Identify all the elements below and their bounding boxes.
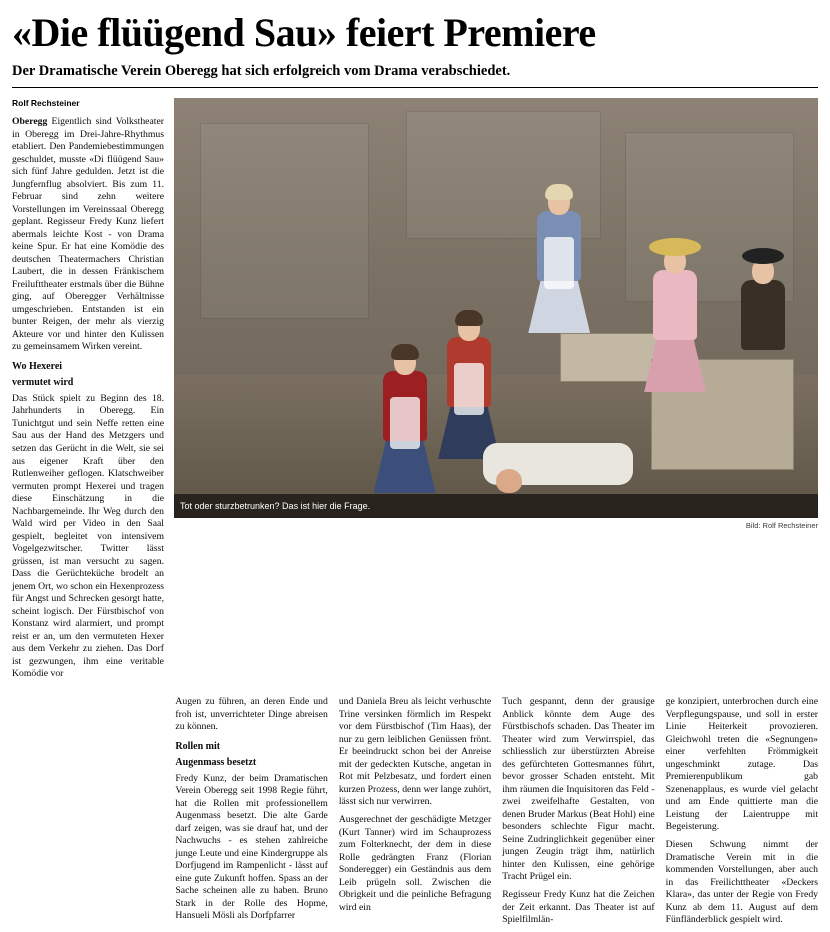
actor-figure (374, 349, 436, 493)
actor-figure (741, 258, 785, 350)
actor-head (394, 349, 416, 375)
actor-apron (454, 363, 484, 415)
article-subhead: Der Dramatische Verein Oberegg hat sich erfolgreich vom Drama verabschiedet. (12, 63, 511, 79)
paragraph: ge konzipiert, unterbrochen durch eine Verpflegungspause, und soll in erster Linie Heiterkeit provozieren. Gleichwohl treten die «Segnungen» einer verfehlten Frömmigkeit ungeschminkt zutage. Das Premierenpublikum gab Szenenapplaus, es wurde viel gelacht und am Ende quittierte man die Leistung der Laientruppe mit Begeisterung. (665, 696, 819, 833)
header-divider (12, 87, 818, 88)
column-2 (175, 696, 327, 932)
article-top-section (12, 98, 818, 686)
dateline: Oberegg (12, 116, 48, 128)
actor-head (496, 469, 522, 493)
wall-panel (200, 123, 369, 318)
lying-actor-head (496, 469, 522, 493)
column-4 (502, 696, 654, 932)
lead-section-paragraph: Das Stück spielt zu Beginn des 18. Jahrhunderts in Oberegg. Ein Tunichtgut und sein Neffe retten eine Sau aus der Hand des Metzgers und setzen das Gerücht in die Welt, sie sei aus eigener Kraft über den Rutlenweiher geflogen. Klatschweiber vermuten prompt Hexerei und tragen diese Einschätzung in die Nachbargemeinde. Ihr Weg durch den Wald wird per Video in den Saal gespielt, begleitet von intensivem Vogelgezwitscher. Twitter lässt grüssen, ist man versucht zu sagen. Dass die Gerüchteküche brodelt an jenem Ort, wo schon ein Hexenprozess für Angst und Schrecken gesorgt hatte, scheint logisch. Der Fürstbischof von Konstanz wird alarmiert, und prompt reist er an, um den vermuteten Hexer aus dem Verkehr zu ziehen. Das Dorf ist gezwungen, ihm eine veritable Komödie vor (12, 392, 164, 680)
stage-photo (174, 98, 818, 518)
article-columns (12, 696, 818, 932)
byline: Rolf Rechsteiner (12, 98, 80, 109)
actor-figure (528, 189, 590, 333)
actor-figure (438, 315, 500, 459)
section-heading-1-line-2: vermutet wird (12, 376, 74, 388)
column-1 (12, 696, 164, 932)
actor-apron (390, 397, 420, 449)
actor-torso (383, 371, 427, 441)
photo-caption: Tot oder sturzbetrunken? Das ist hier die Frage. (174, 494, 818, 518)
page-title: «Die flüügend Sau» feiert Premiere (12, 10, 596, 55)
column-3 (339, 696, 491, 932)
lead-column (12, 98, 164, 686)
section-heading-2-line-2: Augenmass besetzt (175, 756, 257, 768)
actor-head (458, 315, 480, 341)
paragraph: Augen zu führen, an deren Ende und froh ist, unverrichteter Dinge abreisen zu können. (175, 696, 328, 733)
paragraph: und Daniela Breu als leicht verhuschte Trine versinken förmlich im Respekt vor dem Fürstbischof (Tim Haas), der nur zu gern leiblichen Genüssen frönt. Er beeindruckt schon bei der Anreise mit der gedeckten Kutsche, angetan in Rot mit Pelzbesatz, und fordert einen kurzen Prozess, denn wer lange zuhört, lässt sich nur verwirren. (338, 696, 492, 808)
article-figure (174, 98, 818, 530)
actor-hair (455, 310, 483, 326)
straw-hat-icon (649, 238, 701, 256)
photo-credit: Bild: Rolf Rechsteiner (745, 521, 818, 531)
actor-hair (391, 344, 419, 360)
actor-torso (537, 211, 581, 281)
actor-torso (741, 280, 785, 350)
actor-apron (544, 237, 574, 289)
actor-figure (644, 248, 706, 392)
lead-paragraph: Eigentlich sind Volkstheater in Oberegg im Drei-Jahre-Rhythmus etabliert. Den Pandemiebestimmungen geschuldet, musste «Di flüügend Sau» sich fünf Jahre gedulden. Jetzt ist die Jungfernflug absolviert. Bis zum 11. Februar sind zehn weitere Vorstellungen im Vereinssaal Oberegg geplant. Regisseur Fredy Kunz liefert abermals leichte Kost - von Drama keine Spur. Er hat eine Komödie des deutschen Theatermachers Christian Laubert, die in dessen Fränkischem Freilufttheater erstmals über die Bühne ging, auf Oberegger Verhältnisse umgeschrieben. Entstanden ist ein bunter Reigen, der mehr als vierzig Akteure vor und hinter den Kulissen zu gemeinsamem Wirken vereint. (12, 116, 164, 353)
column-5 (666, 696, 818, 932)
actor-hair (545, 184, 573, 200)
actor-torso (653, 270, 697, 340)
actor-skirt (644, 334, 706, 392)
paragraph: Fredy Kunz, der beim Dramatischen Verein Oberegg seit 1998 Regie führt, hat die Rollen mit professionellem Augenmass besetzt. Die alte Garde darf zeigen, was sie drauf hat, und der Nachwuchs - es stehen zahlreiche junge Leute und eine Kindergruppe als Dorfjugend im Rampenlicht - lässt auf eine gute Zukunft hoffen. Spass an der Sache scheinen alle zu haben. Bruno Stark in der Rolle des Hopme, Hansueli Mösli als Dorfpfarrer (175, 772, 328, 922)
paragraph: Diesen Schwung nimmt der Dramatische Verein mit in die kommenden Vorstellungen, aber auch in das Freilichttheater «Deckers Klara», das unter der Regie von Fredy Kunz ab dem 11. August auf dem Fünfländerblick gespielt wird. (665, 839, 819, 926)
lead-body (12, 116, 164, 681)
actor-torso (447, 337, 491, 407)
paragraph: Tuch gespannt, denn der grausige Anblick könnte dem Auge des Fürstbischofs schaden. Das Theater im Theater wird zum Verwirrspiel, das schliesslich zur überstürzten Abreise des gefürchteten Gottesmannes führt, bevor grosser Schaden entsteht. Mit ihm räumen die Inquisitoren das Feld - zwei zweifelhafte Gestalten, von denen Bruder Markus (Beat Hohl) eine besonders schlechte Figur macht. Seine Zudringlichkeit gegenüber einer jungen Zeugin trägt ihm, natürlich hinter den Kulissen, eine gehörige Tracht Prügel ein. (502, 696, 655, 883)
paragraph: Regisseur Fredy Kunz hat die Zeichen der Zeit erkannt. Das Theater ist auf Spielfilmlän- (502, 889, 655, 926)
black-hat-icon (742, 248, 784, 264)
actor-head (548, 189, 570, 215)
section-heading-2-line-1: Rollen mit (175, 740, 221, 752)
paragraph: Ausgerechnet der geschädigte Metzger (Kurt Tanner) wird im Schauprozess zum Folterknecht, der dem in diese Rolle gedrängten Franz (Florian Sonderegger) ein Geständnis aus dem Leib prügeln soll. Zwischen die Obrigkeit und die peinliche Befragung wird ein (338, 814, 492, 913)
section-heading-1-line-1: Wo Hexerei (12, 360, 63, 372)
